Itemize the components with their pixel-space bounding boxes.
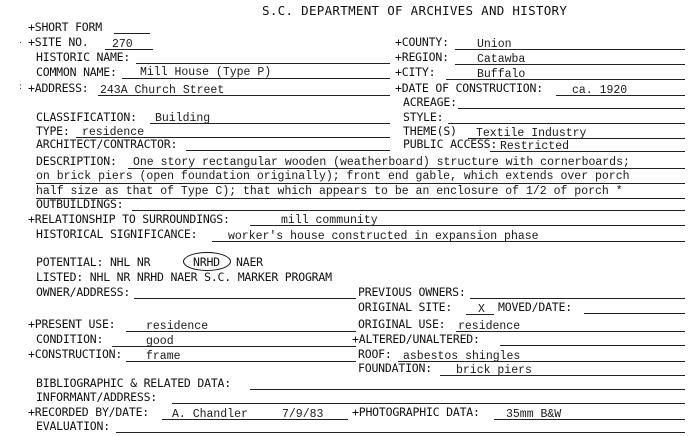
foundation-line	[440, 375, 685, 376]
public-access-label: PUBLIC ACCESS:	[403, 137, 498, 151]
photographic-line	[494, 419, 685, 420]
architect-label: ARCHITECT/CONTRACTOR:	[36, 137, 178, 151]
short-form-label: +SHORT FORM	[28, 20, 102, 34]
form-title: S.C. DEPARTMENT OF ARCHIVES AND HISTORY	[262, 3, 568, 18]
recorded-by-label: +RECORDED BY/DATE:	[28, 405, 150, 419]
previous-owners-label: PREVIOUS OWNERS:	[358, 285, 466, 299]
themes-line	[468, 138, 685, 139]
date-of-construction-value: ca. 1920	[572, 84, 628, 97]
potential-nrhd: NRHD	[193, 255, 220, 269]
classification-value: Building	[155, 112, 211, 125]
city-label: +CITY:	[395, 65, 436, 79]
description-label: DESCRIPTION:	[36, 154, 117, 168]
roof-line	[398, 361, 685, 362]
potential-label: POTENTIAL: NHL NR	[36, 255, 151, 269]
description-underline-1	[128, 168, 685, 169]
recorded-by-value: A. Chandler	[172, 408, 248, 421]
relationship-label: +RELATIONSHIP TO SURROUNDINGS:	[28, 212, 230, 226]
nrhd-selection-circle	[183, 252, 231, 271]
address-value: 243A Church Street	[100, 84, 225, 97]
city-value: Buffalo	[477, 68, 526, 81]
themes-label: THEME(S)	[403, 124, 457, 138]
original-use-value: residence	[458, 320, 521, 333]
condition-label: CONDITION:	[36, 332, 104, 346]
owner-address-label: OWNER/ADDRESS:	[36, 285, 131, 299]
condition-line	[112, 346, 356, 347]
recorded-date-value: 7/9/83	[282, 408, 324, 421]
altered-line	[500, 345, 685, 346]
description-underline-3	[36, 198, 685, 199]
outbuildings-line	[132, 210, 685, 211]
original-use-line	[456, 331, 685, 332]
classification-label: CLASSIFICATION:	[36, 110, 137, 124]
photographic-value: 35mm B&W	[506, 408, 562, 421]
informant-label: INFORMANT/ADDRESS:	[36, 390, 158, 404]
evaluation-label: EVALUATION:	[36, 419, 110, 433]
style-line	[448, 123, 685, 124]
address-label: +ADDRESS:	[28, 81, 89, 95]
region-label: +REGION:	[395, 50, 449, 64]
historical-significance-line	[212, 241, 685, 242]
site-no-label: +SITE NO.	[28, 35, 89, 49]
evaluation-line	[116, 432, 685, 433]
county-line	[455, 49, 685, 50]
previous-owners-line	[470, 298, 685, 299]
common-name-value: Mill House (Type P)	[140, 66, 272, 79]
historical-significance-value: worker's house constructed in expansion phase	[228, 230, 539, 243]
city-line	[446, 79, 685, 80]
original-use-label: ORIGINAL USE:	[358, 317, 446, 331]
themes-value: Textile Industry	[476, 127, 587, 140]
original-site-line	[466, 314, 494, 315]
common-name-label: COMMON NAME:	[36, 65, 117, 79]
present-use-label: +PRESENT USE:	[28, 317, 116, 331]
classification-line	[150, 123, 390, 124]
county-label: +COUNTY:	[395, 35, 449, 49]
present-use-value: residence	[146, 320, 209, 333]
date-of-construction-line	[556, 95, 685, 96]
acreage-label: ACREAGE:	[403, 95, 457, 109]
potential-naer: NAER	[236, 255, 263, 269]
roof-value: asbestos shingles	[403, 350, 521, 363]
historical-significance-label: HISTORICAL SIGNIFICANCE:	[36, 227, 198, 241]
date-of-construction-label: +DATE OF CONSTRUCTION:	[395, 81, 543, 95]
type-label: TYPE:	[36, 124, 70, 138]
region-value: Catawba	[477, 53, 526, 66]
common-name-line	[122, 78, 390, 79]
historic-name-line	[136, 63, 390, 64]
description-underline-2	[36, 183, 685, 184]
bibliographic-line	[250, 389, 685, 390]
informant-line	[172, 403, 685, 404]
margin-dot: .	[19, 36, 22, 46]
short-form-line	[114, 33, 150, 34]
condition-value: good	[146, 335, 174, 348]
county-value: Union	[477, 38, 512, 51]
outbuildings-label: OUTBUILDINGS:	[36, 197, 124, 211]
acreage-line	[458, 108, 685, 109]
original-site-value: X	[478, 303, 485, 316]
address-line	[98, 95, 390, 96]
historic-name-label: HISTORIC NAME:	[36, 50, 131, 64]
roof-label: ROOF:	[358, 347, 392, 361]
listed-row: LISTED: NHL NR NRHD NAER S.C. MARKER PROGRAM	[36, 270, 332, 284]
present-use-line	[126, 331, 356, 332]
moved-date-line	[584, 313, 685, 314]
description-line-3: half size as that of Type C); that which appears to be an enclosure of 1/2 of porch *	[36, 185, 623, 198]
original-site-label: ORIGINAL SITE:	[358, 300, 453, 314]
altered-label: +ALTERED/UNALTERED:	[352, 332, 480, 346]
public-access-line	[490, 151, 685, 152]
moved-date-label: MOVED/DATE:	[498, 300, 572, 314]
type-value: residence	[82, 126, 145, 139]
relationship-value: mill community	[281, 214, 378, 227]
construction-line	[126, 361, 356, 362]
architect-line	[186, 150, 390, 151]
construction-value: frame	[146, 350, 181, 363]
style-label: STYLE:	[403, 110, 444, 124]
relationship-line	[250, 225, 685, 226]
site-no-value: 270	[112, 38, 133, 51]
photographic-label: +PHOTOGRAPHIC DATA:	[352, 405, 480, 419]
region-line	[455, 64, 685, 65]
public-access-value: Restricted	[500, 140, 570, 153]
recorded-by-line	[162, 419, 348, 420]
construction-label: +CONSTRUCTION:	[28, 347, 123, 361]
owner-address-line	[134, 298, 356, 299]
bibliographic-label: BIBLIOGRAPHIC & RELATED DATA:	[36, 376, 231, 390]
foundation-label: FOUNDATION:	[358, 361, 432, 375]
foundation-value: brick piers	[456, 364, 532, 377]
description-line-1: One story rectangular wooden (weatherboard) structure with cornerboards;	[133, 156, 630, 169]
description-line-2: on brick piers (open foundation originally); front end gable, which extends over porch	[36, 170, 630, 183]
margin-mark: :	[19, 82, 23, 92]
